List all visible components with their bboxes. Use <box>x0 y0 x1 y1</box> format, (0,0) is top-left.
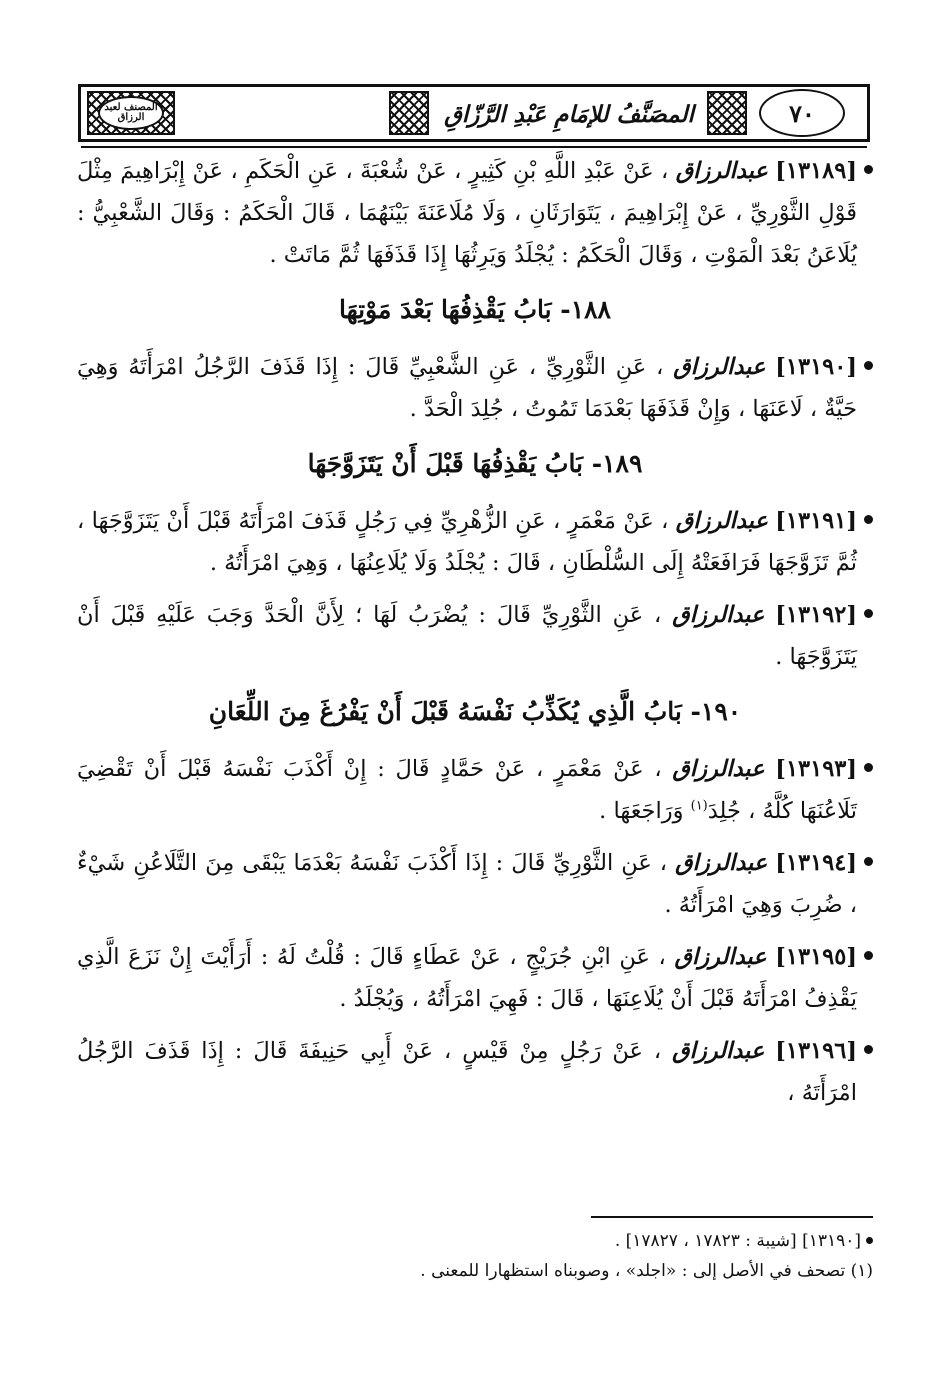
narrator: عبدالرزاق <box>672 756 765 782</box>
footnote-1: (١) تصحف في الأصل إلى : «اجلد» ، وصوبناه استظهارا للمعنى . <box>420 1261 873 1281</box>
header-ornament-left <box>389 91 429 135</box>
hadith-number: [١٣١٩٦] <box>775 1038 858 1064</box>
footnotes <box>77 1226 873 1286</box>
narrator: عبدالرزاق <box>673 354 766 380</box>
hadith-number: [١٣١٩٤] <box>775 850 858 876</box>
header-ornament-right <box>707 91 747 135</box>
hadith-text: ، عَنْ رَجُلٍ مِنْ قَيْسٍ ، عَنْ أَبِي حَنِيفَةَ قَالَ : إِذَا قَذَفَ الرَّجُلُ امْرَأَتَهُ ، <box>77 1038 857 1106</box>
hadith-text: ، عَنِ الثَّوْرِيِّ قَالَ : يُضْرَبُ لَهَا ؛ لِأَنَّ الْحَدَّ وَجَبَ عَلَيْهِ قَبْلَ أَنْ يَتَزَوَّجَهَا . <box>77 602 857 670</box>
page-number: ٧٠ <box>759 89 845 137</box>
hadith-text: ، عَنْ عَبْدِ اللَّهِ بْنِ كَثِيرٍ ، عَنْ شُعْبَةَ ، عَنِ الْحَكَمِ ، عَنْ إِبْرَاهِيمَ مِثْلَ قَوْلِ الثَّوْرِيِّ ، عَنْ إِبْرَاهِيمَ ، يَتَوَارَثَانِ ، وَلَا مُلَاعَنَةَ بَيْنَهُمَا ، قَالَ الْحَكَمُ : وَقَالَ الشَّعْبِيُّ : يُلَاعَنُ بَعْدَ الْمَوْتِ ، وَقَالَ الْحَكَمُ : يُجْلَدُ وَيَرِثُهَا إِذَا قَذَفَهَا ثُمَّ مَاتَتْ . <box>77 158 857 268</box>
hadith-number: [١٣١٨٩] <box>775 158 857 184</box>
narrator: عبدالرزاق <box>672 602 765 628</box>
running-title: المصَنَّفُ للإمَامِ عَبْدِ الرَّزّاقِ <box>444 100 694 128</box>
hadith-text: ، عَنِ الثَّوْرِيِّ ، عَنِ الشَّعْبِيِّ قَالَ : إِذَا قَذَفَ الرَّجُلُ امْرَأَتَهُ وَهِيَ حَيَّةٌ ، لَاعَنَهَا ، وَإِنْ قَذَفَهَا بَعْدَمَا تَمُوتُ ، جُلِدَ الْحَدَّ . <box>77 354 857 422</box>
hadith-text: ، عَنِ الثَّوْرِيِّ قَالَ : إِذَا أَكْذَبَ نَفْسَهُ بَعْدَمَا يَبْقَى مِنَ التَّلَاعُنِ شَيْءٌ ، ضُرِبَ وَهِيَ امْرَأَتُهُ . <box>77 850 857 918</box>
footnote-marker[interactable]: (١) <box>690 798 708 814</box>
chapter-heading-190: ١٩٠- بَابُ الَّذِي يُكَذِّبُ نَفْسَهُ قَبْلَ أَنْ يَفْرُغَ مِنَ اللِّعَانِ <box>208 697 742 726</box>
chapter-heading-189: ١٨٩- بَابُ يَقْذِفُهَا قَبْلَ أَنْ يَتَزَوَّجَهَا <box>307 449 643 478</box>
footnote-divider <box>591 1216 873 1218</box>
footnote-reference: [١٣١٩٠] [شيبة : ١٧٨٢٣ ، ١٧٨٢٧] . <box>77 1226 873 1256</box>
hadith-13190 <box>77 346 873 430</box>
page-header <box>78 84 870 142</box>
hadith-13193 <box>77 748 873 832</box>
hadith-13195 <box>77 936 873 1020</box>
hadith-number: [١٣١٩٠] <box>775 354 857 380</box>
narrator: عبدالرزاق <box>674 944 767 970</box>
main-text <box>77 150 873 1124</box>
hadith-text: ، عَنْ مَعْمَرٍ ، عَنْ حَمَّادٍ قَالَ : إِنْ أَكْذَبَ نَفْسَهُ قَبْلَ أَنْ تَقْضِيَ تَلَاعُنَهَا كُلَّهُ ، جُلِدَ <box>77 756 857 824</box>
hadith-text: ، عَنْ مَعْمَرٍ ، عَنِ الزُّهْرِيِّ فِي رَجُلٍ قَذَفَ امْرَأَتَهُ قَبْلَ أَنْ يَتَزَوَّجَهَا ، ثُمَّ تَزَوَّجَهَا فَرَافَعَتْهُ إِلَى السُّلْطَانِ ، قَالَ : يُجْلَدُ وَلَا يُلَاعِنُهَا ، وَهِيَ امْرَأَتُهُ . <box>77 508 857 576</box>
narrator: عبدالرزاق <box>675 508 768 534</box>
hadith-13191 <box>77 500 873 584</box>
header-seal-ornament <box>87 91 175 135</box>
hadith-13189 <box>77 150 873 276</box>
hadith-number: [١٣١٩٣] <box>775 756 858 782</box>
hadith-13192 <box>77 594 873 678</box>
hadith-number: [١٣١٩١] <box>775 508 857 534</box>
chapter-heading-188: ١٨٨- بَابُ يَقْذِفُهَا بَعْدَ مَوْتِهَا <box>339 295 611 324</box>
hadith-number: [١٣١٩٥] <box>775 944 858 970</box>
hadith-text-continued: وَرَاجَعَهَا . <box>599 798 684 824</box>
hadith-number: [١٣١٩٢] <box>775 602 858 628</box>
narrator: عبدالرزاق <box>672 1038 765 1064</box>
hadith-text: ، عَنِ ابْنِ جُرَيْجٍ ، عَنْ عَطَاءٍ قَالَ : قُلْتُ لَهُ : أَرَأَيْتَ إِنْ نَزَعَ الَّذِي يَقْذِفُ امْرَأَتَهُ قَبْلَ أَنْ يُلَاعِنَهَا ، قَالَ : فَهِيَ امْرَأَتُهُ ، وَيُجْلَدُ . <box>77 944 857 1012</box>
hadith-13194 <box>77 842 873 926</box>
seal-text: المصنف لعبد الرزاق <box>98 96 164 130</box>
narrator: عبدالرزاق <box>675 850 768 876</box>
hadith-13196 <box>77 1030 873 1114</box>
narrator: عبدالرزاق <box>675 158 768 184</box>
header-underline <box>81 146 867 148</box>
